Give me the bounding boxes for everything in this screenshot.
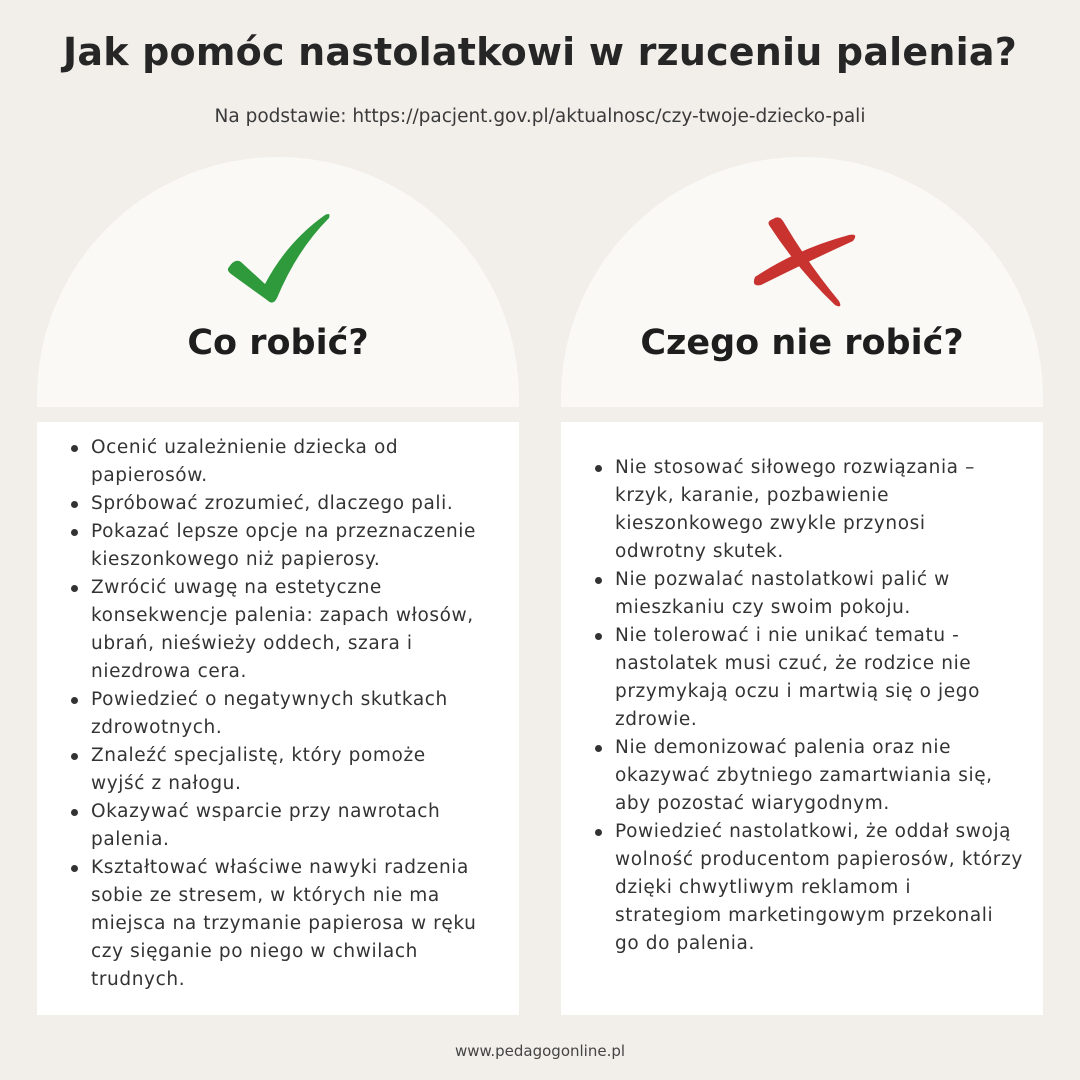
dont-header-arch [561, 157, 1043, 407]
source-note: Na podstawie: https://pacjent.gov.pl/aktualnosc/czy-twoje-dziecko-pali [214, 106, 866, 127]
do-list [37, 422, 519, 994]
do-heading: Co robić? [187, 323, 369, 363]
dont-list-item: Nie pozwalać nastolatkowi palić w mieszkaniu czy swoim pokoju. [615, 566, 1023, 622]
cross-icon [749, 215, 861, 310]
do-list-item: Pokazać lepsze opcje na przeznaczenie kieszonkowego niż papierosy. [91, 518, 485, 574]
do-list-item: Powiedzieć o negatywnych skutkach zdrowotnych. [91, 686, 485, 742]
do-list-item: Znaleźć specjalistę, który pomoże wyjść z nałogu. [91, 742, 485, 798]
dont-heading: Czego nie robić? [640, 323, 964, 363]
do-list-item: Zwrócić uwagę na estetyczne konsekwencje palenia: zapach włosów, ubrań, nieświeży oddech, szara i niezdrowa cera. [91, 574, 485, 686]
dont-list-item: Nie demonizować palenia oraz nie okazywać zbytniego zamartwiania się, aby pozostać wiarygodnym. [615, 734, 1023, 818]
dont-list-item: Nie stosować siłowego rozwiązania – krzyk, karanie, pozbawienie kieszonkowego zwykle przynosi odwrotny skutek. [615, 454, 1023, 566]
do-panel [37, 422, 519, 1015]
do-list-item: Kształtować właściwe nawyki radzenia sobie ze stresem, w których nie ma miejsca na trzymanie papierosa w ręku czy sięganie po niego w chwilach trudnych. [91, 854, 485, 994]
do-list-item: Spróbować zrozumieć, dlaczego pali. [91, 490, 485, 518]
dont-list [561, 422, 1043, 958]
dont-list-item: Powiedzieć nastolatkowi, że oddał swoją wolność producentom papierosów, którzy dzięki chwytliwym reklamom i strategiom marketingowym przekonali go do palenia. [615, 818, 1023, 958]
do-list-item: Okazywać wsparcie przy nawrotach palenia. [91, 798, 485, 854]
footer-website[interactable]: www.pedagogonline.pl [454, 1042, 626, 1060]
do-list-item: Ocenić uzależnienie dziecka od papierosów. [91, 434, 485, 490]
do-header-arch [37, 157, 519, 407]
dont-list-item: Nie tolerować i nie unikać tematu - nastolatek musi czuć, że rodzice nie przymykają oczu i martwią się o jego zdrowie. [615, 622, 1023, 734]
dont-panel [561, 422, 1043, 1015]
checkmark-icon [225, 212, 335, 307]
page-title: Jak pomóc nastolatkowi w rzuceniu palenia? [63, 30, 1017, 74]
